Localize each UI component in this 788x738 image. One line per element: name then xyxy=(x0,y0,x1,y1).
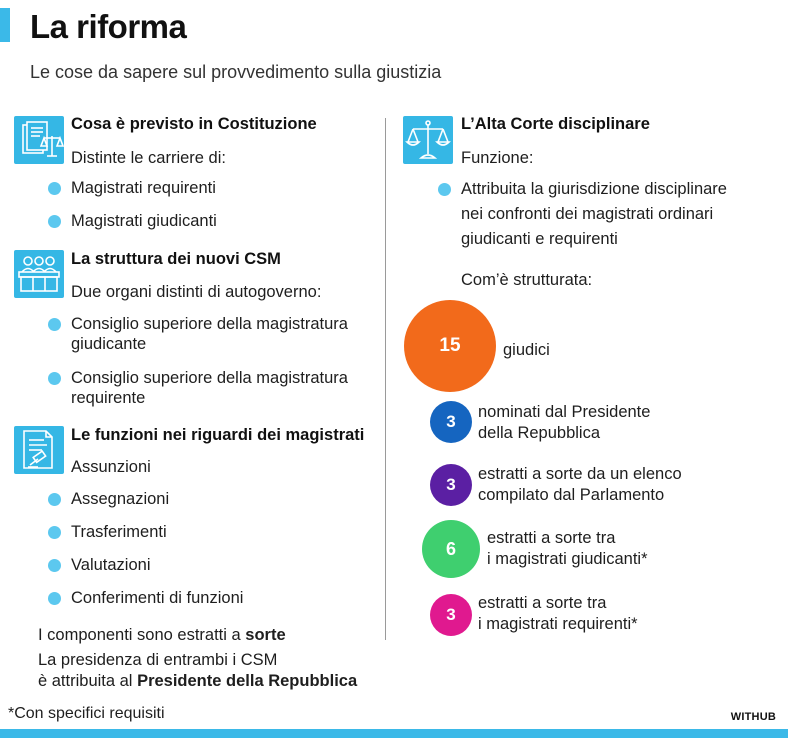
note-presidenza: La presidenza di entrambi i CSM xyxy=(38,651,278,669)
total-judges-value: 15 xyxy=(439,335,461,356)
section-title-costituzione: Cosa è previsto in Costituzione xyxy=(71,115,317,133)
group-line2: della Repubblica xyxy=(478,424,601,442)
bullet-dot xyxy=(48,493,61,506)
list-item-line1: Consiglio superiore della magistratura xyxy=(71,369,348,387)
bullet-dot xyxy=(48,559,61,572)
note-attribuzione-text: è attribuita al xyxy=(38,672,138,690)
group-line2: compilato dal Parlamento xyxy=(478,486,665,504)
brand-logo: WITHUB xyxy=(730,711,776,723)
column-divider xyxy=(385,118,386,640)
list-item: Magistrati requirenti xyxy=(71,179,216,197)
footnote: *Con specifici requisiti xyxy=(8,705,165,722)
list-item: Assegnazioni xyxy=(71,490,170,508)
bullet-dot xyxy=(48,592,61,605)
group-circle-presidente xyxy=(430,401,472,443)
section-intro-organi: Due organi distinti di autogoverno: xyxy=(71,283,322,301)
bottom-accent-bar xyxy=(0,729,788,738)
note-attribuzione xyxy=(38,671,357,692)
bullet-dot xyxy=(48,318,61,331)
title-accent-bar xyxy=(0,8,10,42)
group-circle-parlamento xyxy=(430,464,472,506)
group-circle-requirenti xyxy=(430,594,472,636)
group-circle-giudicanti xyxy=(422,520,480,578)
page-title: La riforma xyxy=(30,8,187,45)
group-line1: estratti a sorte tra xyxy=(487,529,616,547)
list-item-line2: requirente xyxy=(71,389,146,407)
group-line1: estratti a sorte tra xyxy=(478,594,607,612)
group-value: 3 xyxy=(446,412,456,431)
bullet-dot xyxy=(48,215,61,228)
section-title-funzioni: Le funzioni nei riguardi dei magistrati xyxy=(71,426,365,444)
function-label: Funzione: xyxy=(461,149,534,167)
group-value: 3 xyxy=(446,475,456,494)
note-componenti-text: I componenti sono estratti a xyxy=(38,626,246,644)
group-value: 3 xyxy=(446,605,456,624)
note-componenti-bold: sorte xyxy=(245,626,286,644)
document-gavel-icon xyxy=(14,426,64,474)
scales-icon xyxy=(403,116,453,164)
structure-label: Com’è strutturata: xyxy=(461,271,593,289)
total-judges-label: giudici xyxy=(503,341,550,359)
group-value: 6 xyxy=(445,538,456,559)
section-intro-assunzioni: Assunzioni xyxy=(71,458,151,476)
list-item: Conferimenti di funzioni xyxy=(71,589,244,607)
section-title-csm: La struttura dei nuovi CSM xyxy=(71,250,281,268)
list-item-line1: Consiglio superiore della magistratura xyxy=(71,315,348,333)
bullet-dot xyxy=(48,372,61,385)
list-item: Valutazioni xyxy=(71,556,151,574)
group-line2: i magistrati requirenti* xyxy=(478,615,638,633)
note-attribuzione-bold: Presidente della Repubblica xyxy=(137,672,358,690)
group-line1: nominati dal Presidente xyxy=(478,403,651,421)
function-line: nei confronti dei magistrati ordinari xyxy=(461,205,714,223)
total-judges-circle xyxy=(404,300,496,392)
document-scales-icon xyxy=(14,116,64,164)
list-item: Trasferimenti xyxy=(71,523,167,541)
group-line1: estratti a sorte da un elenco xyxy=(478,465,682,483)
section-title-alta-corte: L’Alta Corte disciplinare xyxy=(461,115,650,133)
page-subtitle: Le cose da sapere sul provvedimento sulla giustizia xyxy=(30,62,442,82)
council-people-icon xyxy=(14,250,64,298)
function-line: Attribuita la giurisdizione disciplinare xyxy=(461,180,727,198)
bullet-dot xyxy=(438,183,451,196)
list-item-line2: giudicante xyxy=(71,335,147,353)
group-line2: i magistrati giudicanti* xyxy=(487,550,648,568)
function-line: giudicanti e requirenti xyxy=(461,230,618,248)
bullet-dot xyxy=(48,526,61,539)
section-intro-carriere: Distinte le carriere di: xyxy=(71,149,226,167)
list-item: Magistrati giudicanti xyxy=(71,212,217,230)
note-componenti xyxy=(38,625,286,646)
bullet-dot xyxy=(48,182,61,195)
